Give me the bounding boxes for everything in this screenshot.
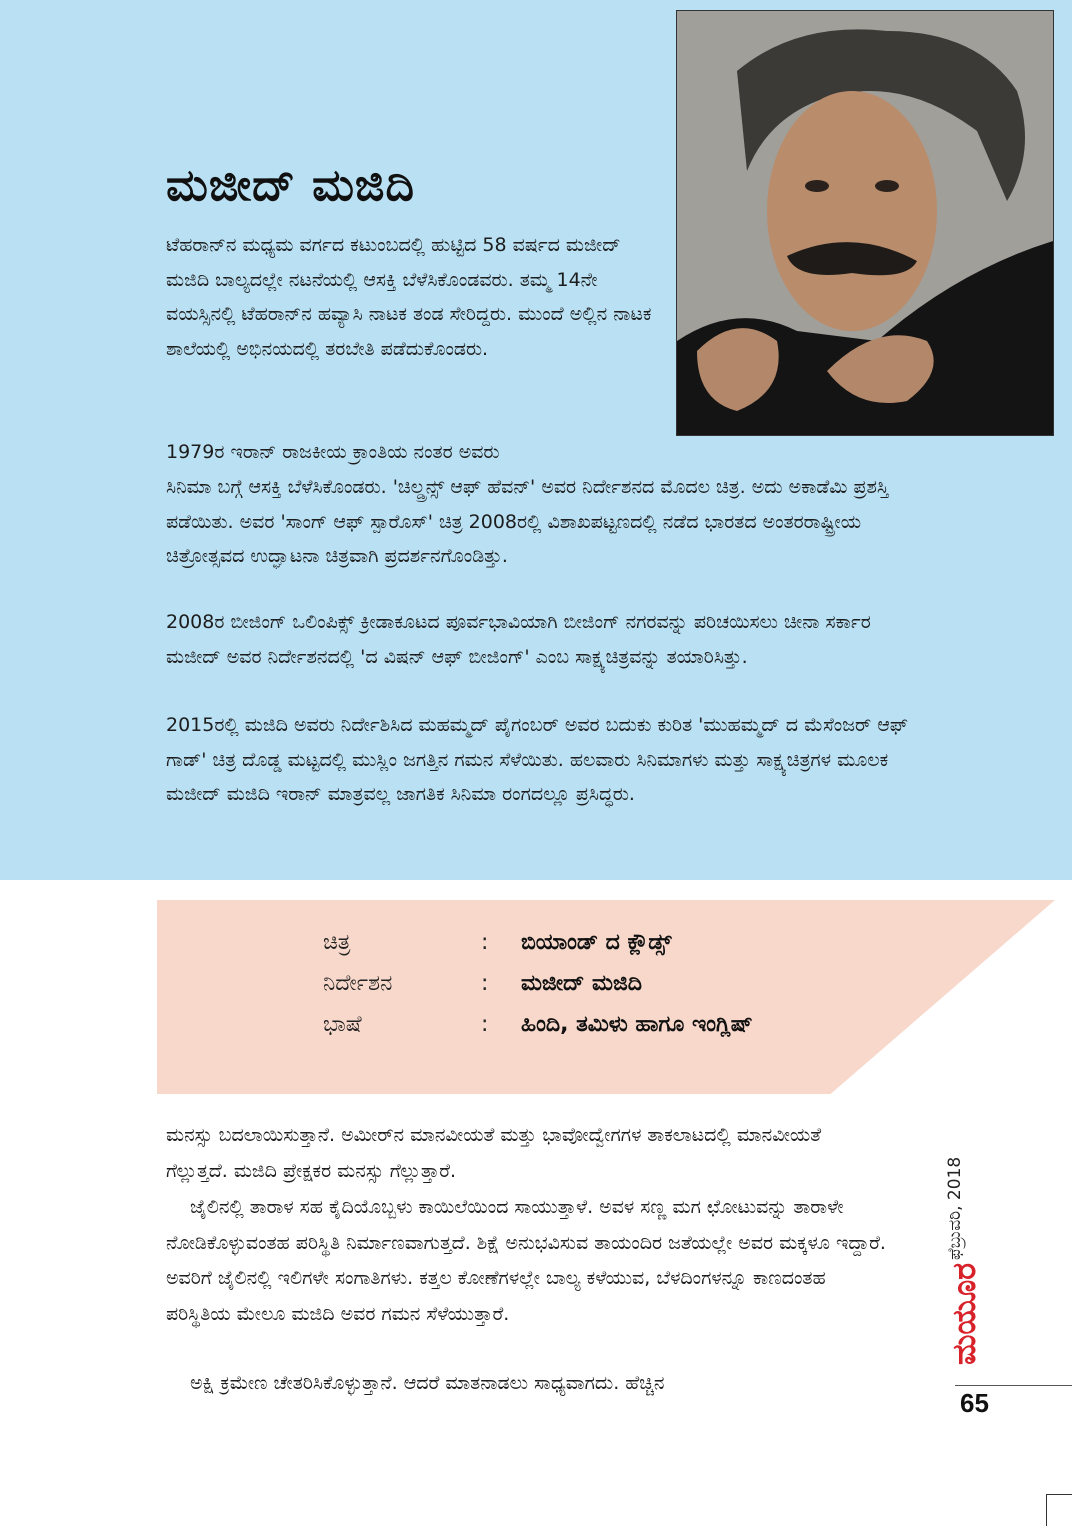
page-number: 65 xyxy=(960,1388,989,1418)
page-rule xyxy=(955,1385,1072,1386)
info-colon: : xyxy=(481,971,489,996)
bio-paragraph-5: 2015ರಲ್ಲಿ ಮಜಿದಿ ಅವರು ನಿರ್ದೇಶಿಸಿದ ಮಹಮ್ಮದ್ ಪೈಗಂಬರ್ ಅವರ ಬದುಕು ಕುರಿತ 'ಮುಹಮ್ಮದ್ ದ ಮೆಸೆಂಜರ್ ಆಫ್ ಗಾಡ್' ಚಿತ್ರ ದೊಡ್ಡ ಮಟ್ಟದಲ್ಲಿ ಮುಸ್ಲಿಂ ಜಗತ್ತಿನ ಗಮನ ಸೆಳೆಯಿತು. ಹಲವಾರು ಸಿನಿಮಾಗಳು ಮತ್ತು ಸಾಕ್ಷ್ಯಚಿತ್ರಗಳ ಮೂಲಕ ಮಜೀದ್ ಮಜಿದಿ ಇರಾನ್ ಮಾತ್ರವಲ್ಲ ಜಾಗತಿಕ ಸಿನಿಮಾ ರಂಗದಲ್ಲೂ ಪ್ರಸಿದ್ಧರು. xyxy=(166,714,909,805)
info-colon: : xyxy=(481,1012,489,1037)
info-label: ನಿರ್ದೇಶನ xyxy=(323,971,393,996)
director-portrait xyxy=(676,10,1054,436)
crop-mark xyxy=(1046,1494,1072,1526)
info-value: ಹಿಂದಿ, ತಮಿಳು ಹಾಗೂ ಇಂಗ್ಲಿಷ್ xyxy=(521,1012,753,1037)
body-paragraph-1: ಮನಸ್ಸು ಬದಲಾಯಿಸುತ್ತಾನೆ. ಅಮೀರ್‌ನ ಮಾನವೀಯತೆ ಮತ್ತು ಭಾವೋದ್ವೇಗಗಳ ತಾಕಲಾಟದಲ್ಲಿ ಮಾನವೀಯತೆ ಗೆಲ್ಲುತ್ತದೆ. ಮಜಿದಿ ಪ್ರೇಕ್ಷಕರ ಮನಸ್ಸು ಗೆಲ್ಲುತ್ತಾರೆ. xyxy=(166,1124,822,1182)
magazine-logo: ಮಯೂರ xyxy=(945,1262,983,1365)
bio-paragraph-2: 1979ರ ಇರಾನ್ ರಾಜಕೀಯ ಕ್ರಾಂತಿಯ ನಂತರ ಅವರು xyxy=(166,441,500,463)
bio-paragraph-4: 2008ರ ಬೀಜಿಂಗ್ ಒಲಿಂಪಿಕ್ಸ್ ಕ್ರೀಡಾಕೂಟದ ಪೂರ್ವಭಾವಿಯಾಗಿ ಬೀಜಿಂಗ್ ನಗರವನ್ನು ಪರಿಚಯಿಸಲು ಚೀನಾ ಸರ್ಕಾರ ಮಜೀದ್ ಅವರ ನಿರ್ದೇಶನದಲ್ಲಿ 'ದ ವಿಷನ್ ಆಫ್ ಬೀಜಿಂಗ್' ಎಂಬ ಸಾಕ್ಷ್ಯಚಿತ್ರವನ್ನು ತಯಾರಿಸಿತ್ತು. xyxy=(166,611,871,668)
info-label: ಚಿತ್ರ xyxy=(323,930,351,955)
bio-paragraph-3: ಸಿನಿಮಾ ಬಗ್ಗೆ ಆಸಕ್ತಿ ಬೆಳೆಸಿಕೊಂಡರು. 'ಚಿಲ್ಡ್ರನ್ಸ್ ಆಫ್ ಹೆವನ್' ಅವರ ನಿರ್ದೇಶನದ ಮೊದಲ ಚಿತ್ರ. ಅದು ಅಕಾಡೆಮಿ ಪ್ರಶಸ್ತಿ ಪಡೆಯಿತು. ಅವರ 'ಸಾಂಗ್ ಆಫ್ ಸ್ಪಾರೊಸ್' ಚಿತ್ರ 2008ರಲ್ಲಿ ವಿಶಾಖಪಟ್ಟಣದಲ್ಲಿ ನಡೆದ ಭಾರತದ ಅಂತರರಾಷ್ಟ್ರೀಯ ಚಿತ್ರೋತ್ಸವದ ಉದ್ಘಾಟನಾ ಚಿತ್ರವಾಗಿ ಪ್ರದರ್ಶನಗೊಂಡಿತ್ತು. xyxy=(166,476,889,567)
info-label: ಭಾಷೆ xyxy=(323,1012,362,1037)
info-value: ಬಿಯಾಂಡ್ ದ ಕ್ಲೌಡ್ಸ್ xyxy=(521,930,672,955)
bio-paragraph-1: ಟೆಹರಾನ್‌ನ ಮಧ್ಯಮ ವರ್ಗದ ಕಟುಂಬದಲ್ಲಿ ಹುಟ್ಟಿದ 58 ವರ್ಷದ ಮಜೀದ್ ಮಜಿದಿ ಬಾಲ್ಯದಲ್ಲೇ ನಟನೆಯಲ್ಲಿ ಆಸಕ್ತಿ ಬೆಳೆಸಿಕೊಂಡವರು. ತಮ್ಮ 14ನೇ ವಯಸ್ಸಿನಲ್ಲಿ ಟೆಹರಾನ್‌ನ ಹವ್ಯಾಸಿ ನಾಟಕ ತಂಡ ಸೇರಿದ್ದರು. ಮುಂದೆ ಅಲ್ಲಿನ ನಾಟಕ ಶಾಲೆಯಲ್ಲಿ ಅಭಿನಯದಲ್ಲಿ ತರಬೇತಿ ಪಡೆದುಕೊಂಡರು. xyxy=(166,234,652,360)
bio-title: ಮಜೀದ್ ಮಜಿದಿ xyxy=(166,160,415,211)
body-paragraph-3: ಅಕ್ಷಿ ಕ್ರಮೇಣ ಚೇತರಿಸಿಕೊಳ್ಳುತ್ತಾನೆ. ಆದರೆ ಮಾತನಾಡಲು ಸಾಧ್ಯವಾಗದು. ಹೆಚ್ಚಿನ xyxy=(190,1372,665,1394)
info-value: ಮಜೀದ್ ಮಜಿದಿ xyxy=(521,971,642,996)
issue-date: ಫೆಬ್ರುವರಿ, 2018 xyxy=(945,1156,965,1260)
info-colon: : xyxy=(481,930,489,955)
body-paragraph-2: ಜೈಲಿನಲ್ಲಿ ತಾರಾಳ ಸಹ ಕೈದಿಯೊಬ್ಬಳು ಕಾಯಿಲೆಯಿಂದ ಸಾಯುತ್ತಾಳೆ. ಅವಳ ಸಣ್ಣ ಮಗ ಛೋಟುವನ್ನು ತಾರಾಳೇ ನೋಡಿಕೊಳ್ಳುವಂತಹ ಪರಿಸ್ಥಿತಿ ನಿರ್ಮಾಣವಾಗುತ್ತದೆ. ಶಿಕ್ಷೆ ಅನುಭವಿಸುವ ತಾಯಂದಿರ ಜತೆಯಲ್ಲೇ ಅವರ ಮಕ್ಕಳೂ ಇದ್ದಾರೆ. ಅವರಿಗೆ ಜೈಲಿನಲ್ಲಿ ಇಲಿಗಳೇ ಸಂಗಾತಿಗಳು. ಕತ್ತಲ ಕೋಣೆಗಳಲ್ಲೇ ಬಾಲ್ಯ ಕಳೆಯುವ, ಬೆಳದಿಂಗಳನ್ನೂ ಕಾಣದಂತಹ ಪರಿಸ್ಥಿತಿಯ ಮೇಲೂ ಮಜಿದಿ ಅವರ ಗಮನ ಸೆಳೆಯುತ್ತಾರೆ. xyxy=(166,1196,886,1325)
